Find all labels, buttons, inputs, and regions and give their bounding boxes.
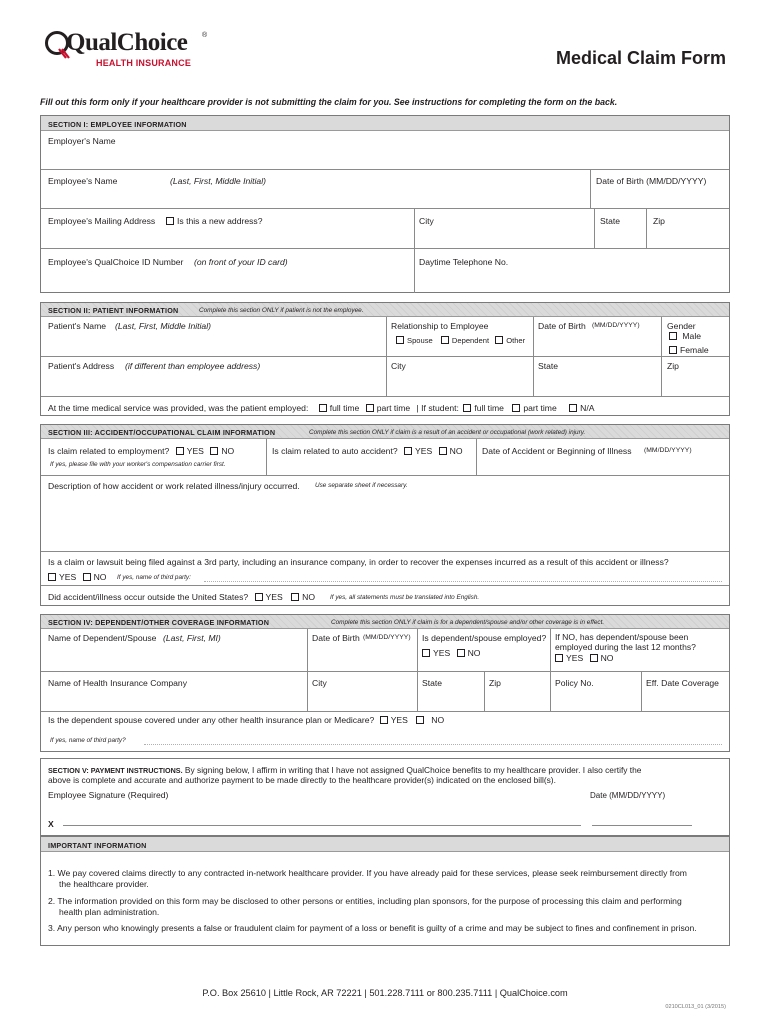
other-checkbox[interactable]	[495, 336, 503, 344]
insurance-company-label: Name of Health Insurance Company	[48, 678, 188, 688]
daytime-phone-label: Daytime Telephone No.	[419, 257, 509, 267]
auto-related-row	[272, 446, 463, 456]
section-title: SECTION II: PATIENT INFORMATION	[48, 306, 179, 315]
effective-date-label: Eff. Date Coverage	[646, 678, 719, 688]
new-address-checkbox[interactable]	[166, 217, 174, 225]
female-checkbox[interactable]	[669, 346, 677, 354]
payment-text-1: By signing below, I affirm in writing that I have not assigned QualChoice benefits to my healthcare provider. I also certify the	[184, 765, 642, 775]
auto-yes-label: YES	[415, 446, 433, 456]
important-item-3: 3. Any person who knowingly presents a false or fraudulent claim for payment of a loss or benefit is guilty of a crime and may be subject to fines and confinement in prison.	[48, 923, 697, 933]
full-time-label: full time	[329, 403, 360, 413]
insurance-state-label: State	[422, 678, 443, 688]
student-part-time-label: part time	[523, 403, 557, 413]
gender-label: Gender	[667, 321, 696, 331]
prior-employment-question-2: employed during the last 12 months?	[555, 642, 696, 652]
employment-no-checkbox[interactable]	[210, 447, 218, 455]
page-title: Medical Claim Form	[555, 48, 726, 68]
outside-us-row	[48, 592, 315, 602]
employment-question: At the time medical service was provided, was the patient employed:	[48, 403, 309, 413]
patient-city-label: City	[391, 361, 406, 371]
student-part-time-checkbox[interactable]	[512, 404, 520, 412]
payment-text-2: above is complete and accurate and authorize payment to be made directly to the healthcare provider(s) indicated on the enclosed bill(s).	[48, 775, 556, 785]
logo-text: QualChoice	[66, 29, 188, 56]
lawsuit-no-label: NO	[93, 572, 107, 582]
important-item-2-cont: health plan administration.	[59, 907, 160, 917]
prior-employment-no-label: NO	[600, 653, 614, 663]
logo	[44, 28, 214, 72]
other-plan-yes-label: YES	[390, 715, 408, 725]
other-plan-question: Is the dependent spouse covered under any other health insurance plan or Medicare?	[48, 715, 375, 725]
signature-line[interactable]	[63, 825, 581, 826]
dependent-dob-format: (MM/DD/YYYY)	[363, 634, 411, 641]
part-time-checkbox[interactable]	[366, 404, 374, 412]
other-plan-row	[48, 715, 444, 725]
other-plan-no-checkbox[interactable]	[416, 716, 424, 724]
dependent-employed-no-checkbox[interactable]	[457, 649, 465, 657]
section-employee-info	[40, 115, 730, 293]
id-number-label: Employee's QualChoice ID Number	[48, 257, 184, 267]
lawsuit-yes-label: YES	[59, 572, 77, 582]
section-title: SECTION IV: DEPENDENT/OTHER COVERAGE INFORMATION	[48, 618, 270, 627]
female-label: Female	[680, 345, 709, 355]
prior-employment-question-1: If NO, has dependent/spouse been	[555, 632, 689, 642]
description-note: Use separate sheet if necessary.	[315, 482, 408, 489]
section-note: Complete this section ONLY if patient is not the employee.	[199, 307, 364, 314]
full-time-checkbox[interactable]	[319, 404, 327, 412]
employee-dob-label: Date of Birth (MM/DD/YYYY)	[596, 176, 707, 186]
patient-dob-label: Date of Birth	[538, 321, 586, 331]
male-label: Male	[682, 331, 702, 341]
student-full-time-checkbox[interactable]	[463, 404, 471, 412]
signature-date-line[interactable]	[592, 825, 692, 826]
auto-yes-checkbox[interactable]	[404, 447, 412, 455]
footer-address: P.O. Box 25610 | Little Rock, AR 72221 | 501.228.7111 or 800.235.7111 | QualChoice.com	[202, 988, 568, 998]
spouse-checkbox[interactable]	[396, 336, 404, 344]
translate-note: If yes, all statements must be translated into English.	[330, 594, 480, 601]
patient-zip-label: Zip	[667, 361, 679, 371]
description-label: Description of how accident or work related illness/injury occurred.	[48, 481, 300, 491]
spouse-label: Spouse	[407, 336, 433, 345]
third-party-note: If yes, name of third party:	[117, 574, 191, 581]
patient-name-note: (Last, First, Middle Initial)	[115, 321, 211, 331]
important-item-2: 2. The information provided on this form may be disclosed to other persons or entities, including plan sponsors, for the purpose of processing this claim and performing	[48, 896, 682, 906]
employee-name-label: Employee's Name	[48, 176, 118, 186]
section-note: Complete this section ONLY if claim is for a dependent/spouse and/or other coverage is in effect.	[331, 619, 605, 626]
dependent-checkbox[interactable]	[441, 336, 449, 344]
female-option[interactable]	[669, 345, 709, 355]
new-address-option[interactable]	[166, 216, 263, 226]
dependent-employed-question: Is dependent/spouse employed?	[422, 633, 547, 643]
section-coverage-info	[40, 614, 730, 752]
dependent-employed-options	[422, 648, 480, 658]
employment-yes-checkbox[interactable]	[176, 447, 184, 455]
zip-label: Zip	[653, 216, 665, 226]
outside-us-no-label: NO	[302, 592, 316, 602]
prior-employment-options	[555, 653, 613, 663]
outside-us-no-checkbox[interactable]	[291, 593, 299, 601]
important-item-1-cont: the healthcare provider.	[59, 879, 149, 889]
employment-status-row	[48, 403, 594, 413]
relationship-label: Relationship to Employee	[391, 321, 489, 331]
outside-us-yes-checkbox[interactable]	[255, 593, 263, 601]
auto-no-checkbox[interactable]	[439, 447, 447, 455]
prior-employment-no-checkbox[interactable]	[590, 654, 598, 662]
prior-employment-yes-checkbox[interactable]	[555, 654, 563, 662]
relationship-options	[396, 336, 525, 345]
section-header	[41, 615, 729, 629]
outside-us-yes-label: YES	[265, 592, 283, 602]
section-important-info	[40, 836, 730, 946]
state-label: State	[600, 216, 621, 226]
student-full-time-label: full time	[474, 403, 504, 413]
auto-no-label: NO	[449, 446, 463, 456]
patient-state-label: State	[538, 361, 559, 371]
form-instructions: Fill out this form only if your healthcare provider is not submitting the claim for you. See instructions for completing the form on the back.	[40, 97, 618, 107]
male-option[interactable]	[669, 331, 701, 341]
other-plan-third-party-label: If yes, name of third party?	[50, 737, 126, 744]
na-label: N/A	[580, 403, 595, 413]
form-code: 0210CL013_01 (3/2015)	[665, 1004, 726, 1010]
employment-yes-label: YES	[186, 446, 204, 456]
section-header	[41, 116, 729, 131]
policy-number-label: Policy No.	[555, 678, 594, 688]
patient-name-label: Patient's Name	[48, 321, 107, 331]
if-student-label: | If student:	[416, 403, 459, 413]
dependent-employed-yes-checkbox[interactable]	[422, 649, 430, 657]
signature-x-mark: X	[48, 819, 54, 829]
lawsuit-options	[48, 572, 106, 582]
workers-comp-note: If yes, please file with your worker's compensation carrier first.	[50, 461, 226, 468]
employment-related-row	[48, 446, 234, 456]
dependent-name-label: Name of Dependent/Spouse	[48, 633, 157, 643]
section-title: SECTION III: ACCIDENT/OCCUPATIONAL CLAIM INFORMATION	[48, 428, 276, 437]
section-payment-instructions	[40, 758, 730, 836]
section-title: IMPORTANT INFORMATION	[48, 841, 147, 850]
mailing-address-label: Employee's Mailing Address	[48, 216, 156, 226]
new-address-label: Is this a new address?	[177, 216, 263, 226]
id-number-note: (on front of your ID card)	[194, 257, 288, 267]
section-note: Complete this section ONLY if claim is a result of an accident or occupational (work related) injury.	[309, 429, 586, 436]
part-time-label: part time	[376, 403, 411, 413]
section-header	[41, 425, 729, 439]
patient-address-note: (if different than employee address)	[125, 361, 261, 371]
other-label: Other	[506, 336, 526, 345]
auto-related-question: Is claim related to auto accident?	[272, 446, 398, 456]
na-checkbox[interactable]	[569, 404, 577, 412]
section-patient-info	[40, 302, 730, 416]
lawsuit-yes-checkbox[interactable]	[48, 573, 56, 581]
city-label: City	[419, 216, 434, 226]
patient-address-label: Patient's Address	[48, 361, 115, 371]
section-title: SECTION I: EMPLOYEE INFORMATION	[48, 120, 187, 129]
other-plan-yes-checkbox[interactable]	[380, 716, 388, 724]
employment-no-label: NO	[221, 446, 235, 456]
section-title: SECTION V: PAYMENT INSTRUCTIONS.	[48, 766, 183, 775]
insurance-city-label: City	[312, 678, 327, 688]
employment-related-question: Is claim related to employment?	[48, 446, 170, 456]
section-header	[41, 303, 729, 317]
important-item-1: 1. We pay covered claims directly to any contracted in-network healthcare provider. If you have already paid for these services, please seek reimbursement directly from	[48, 868, 687, 878]
patient-dob-format: (MM/DD/YYYY)	[592, 322, 640, 329]
logo-registered: ®	[202, 32, 208, 39]
third-party-line[interactable]	[204, 581, 722, 582]
dependent-employed-no-label: NO	[467, 648, 481, 658]
dependent-name-note: (Last, First, MI)	[163, 633, 221, 643]
section-header	[41, 837, 729, 852]
section-accident-info	[40, 424, 730, 606]
employee-name-note: (Last, First, Middle Initial)	[170, 176, 266, 186]
other-plan-third-party-line[interactable]	[144, 744, 722, 745]
outside-us-question: Did accident/illness occur outside the United States?	[48, 592, 249, 602]
other-plan-no-label: NO	[431, 715, 445, 725]
accident-date-format: (MM/DD/YYYY)	[644, 447, 692, 454]
dependent-dob-label: Date of Birth	[312, 633, 360, 643]
prior-employment-yes-label: YES	[566, 653, 584, 663]
lawsuit-question: Is a claim or lawsuit being filed against a 3rd party, including an insurance company, in order to recover the expenses incurred as a result of this accident or illness?	[48, 557, 669, 567]
lawsuit-no-checkbox[interactable]	[83, 573, 91, 581]
insurance-zip-label: Zip	[489, 678, 501, 688]
logo-subtitle: HEALTH INSURANCE	[96, 58, 192, 68]
male-checkbox[interactable]	[669, 332, 677, 340]
dependent-label: Dependent	[451, 336, 490, 345]
signature-label: Employee Signature (Required)	[48, 790, 169, 800]
accident-date-label: Date of Accident or Beginning of Illness	[482, 446, 632, 456]
employer-name-label: Employer's Name	[48, 136, 116, 146]
dependent-employed-yes-label: YES	[433, 648, 451, 658]
signature-date-label: Date (MM/DD/YYYY)	[590, 791, 666, 800]
